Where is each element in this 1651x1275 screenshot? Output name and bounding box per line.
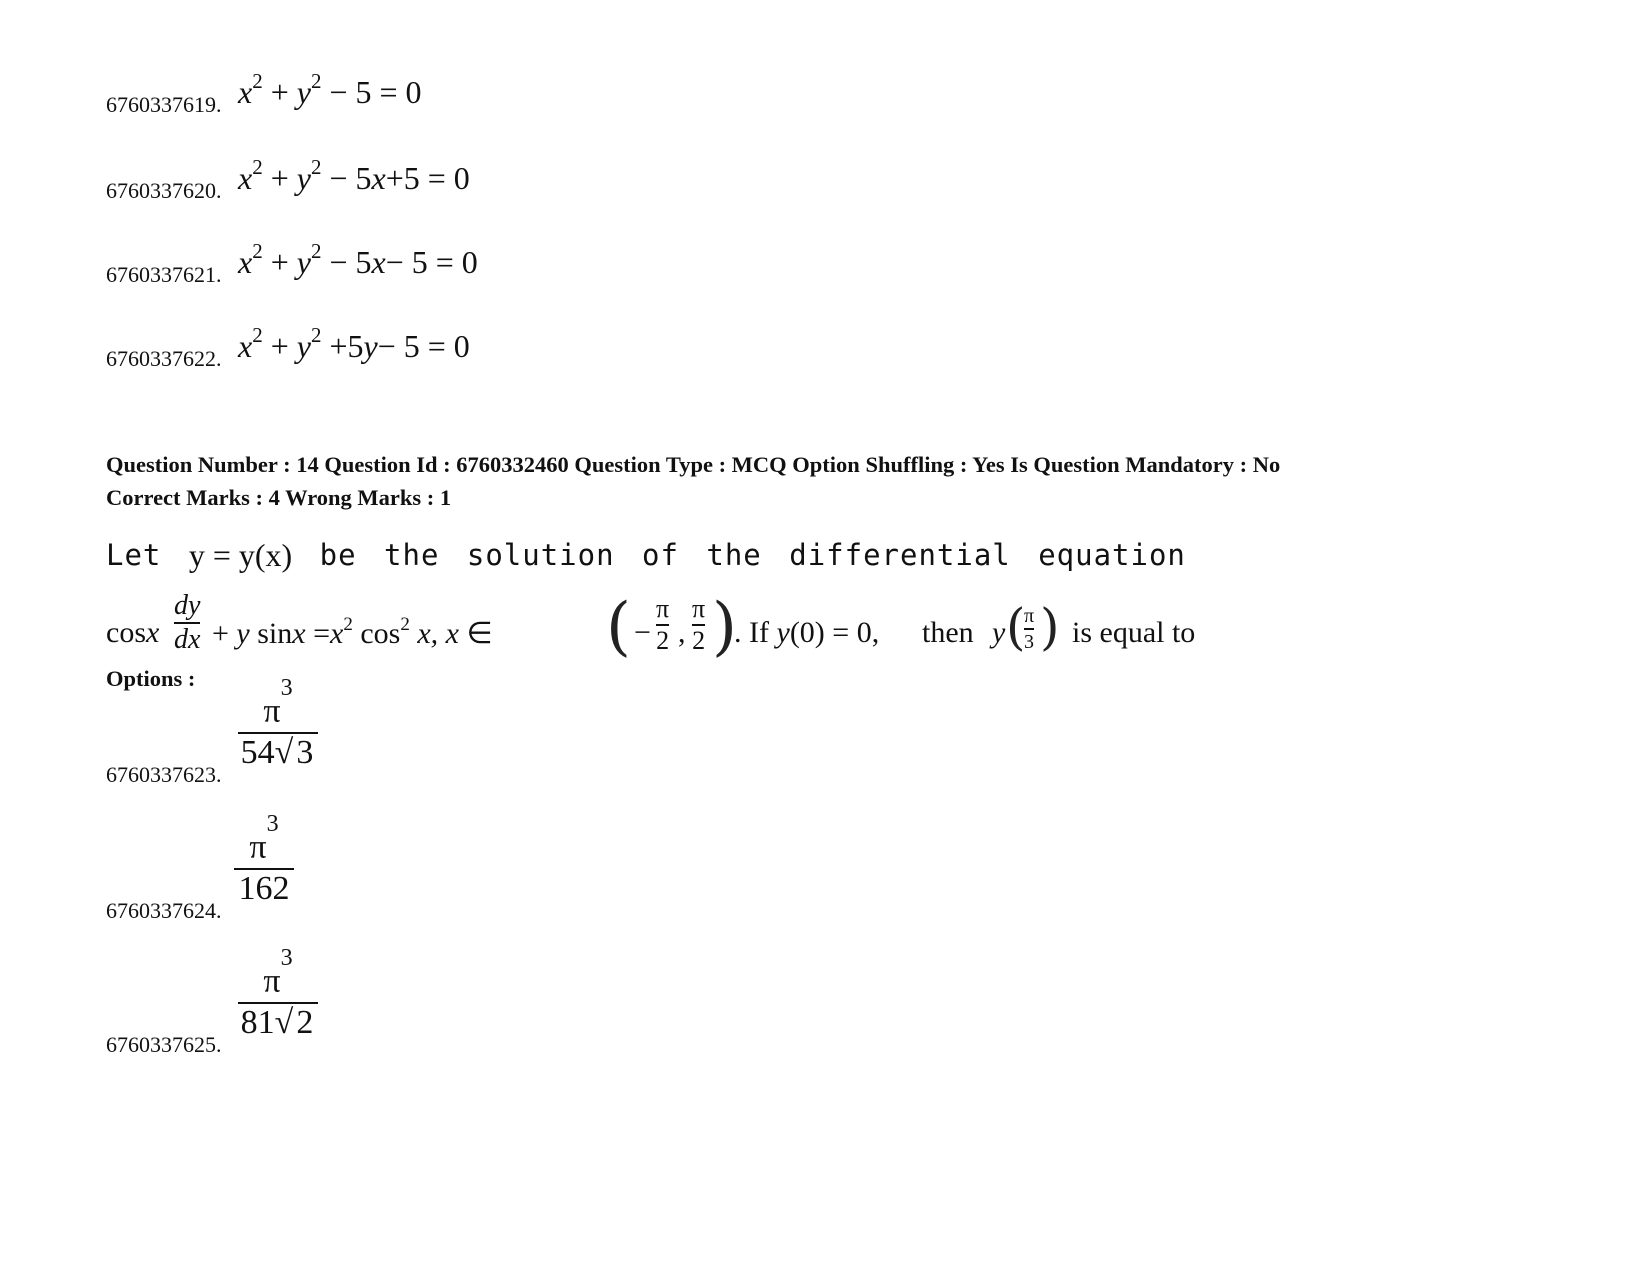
option-fraction: $\pi^3$ 54√3 xyxy=(238,690,318,770)
question-stem-equation: cosx dy dx + y $\sin x =x^2$ $\cos^2 x$, x ∈ ( − π 2 , π 2 ) . If y(0) = 0, then y ( π 3 ) is equal to xyxy=(106,590,1196,664)
dy-dx-fraction: dy dx xyxy=(174,590,201,655)
stem-word: equation xyxy=(1038,538,1186,572)
option-id: 6760337620. xyxy=(106,178,222,203)
stem-word: be xyxy=(319,538,357,572)
question-marks: Correct Marks : 4 Wrong Marks : 1 xyxy=(106,485,452,510)
stem-word: differential xyxy=(789,538,1011,572)
option-id: 6760337624. xyxy=(106,898,222,923)
stem-word: of xyxy=(642,538,679,572)
stem-word: the xyxy=(706,538,762,572)
option-fraction: $\pi^3$ 81√2 xyxy=(238,960,318,1040)
question-meta: Question Number : 14 Question Id : 6760332460 Question Type : MCQ Option Shuffling : Yes Is Question Mandatory : No xyxy=(106,452,1281,477)
option-id: 6760337625. xyxy=(106,1032,222,1057)
question-stem-line1 xyxy=(106,530,1186,580)
option-expression: $x^2 + y^2 - 5 = 0$ xyxy=(238,69,422,110)
option-fraction: $\pi^3$ 162 xyxy=(234,826,294,906)
option-id: 6760337623. xyxy=(106,762,222,787)
options-label: Options : xyxy=(106,666,196,691)
stem-word: Let xyxy=(106,538,162,572)
option-expression: $x^2 + y^2 - 5x+5 = 0$ xyxy=(238,155,470,196)
option-id: 6760337621. xyxy=(106,262,222,287)
stem-math: y = y(x) xyxy=(188,536,293,573)
pi-over-2-fraction: π 2 xyxy=(656,594,670,655)
pi-over-2-fraction: π 2 xyxy=(692,594,706,655)
option-id: 6760337622. xyxy=(106,346,222,371)
stem-word: the xyxy=(384,538,440,572)
option-expression: $x^2 + y^2 +5y- 5 = 0$ xyxy=(238,323,470,364)
stem-word: solution xyxy=(466,538,615,572)
option-id: 6760337619. xyxy=(106,92,222,117)
pi-over-3-fraction: π 3 xyxy=(1024,605,1035,653)
option-expression: $x^2 + y^2 - 5x- 5 = 0$ xyxy=(238,239,478,280)
